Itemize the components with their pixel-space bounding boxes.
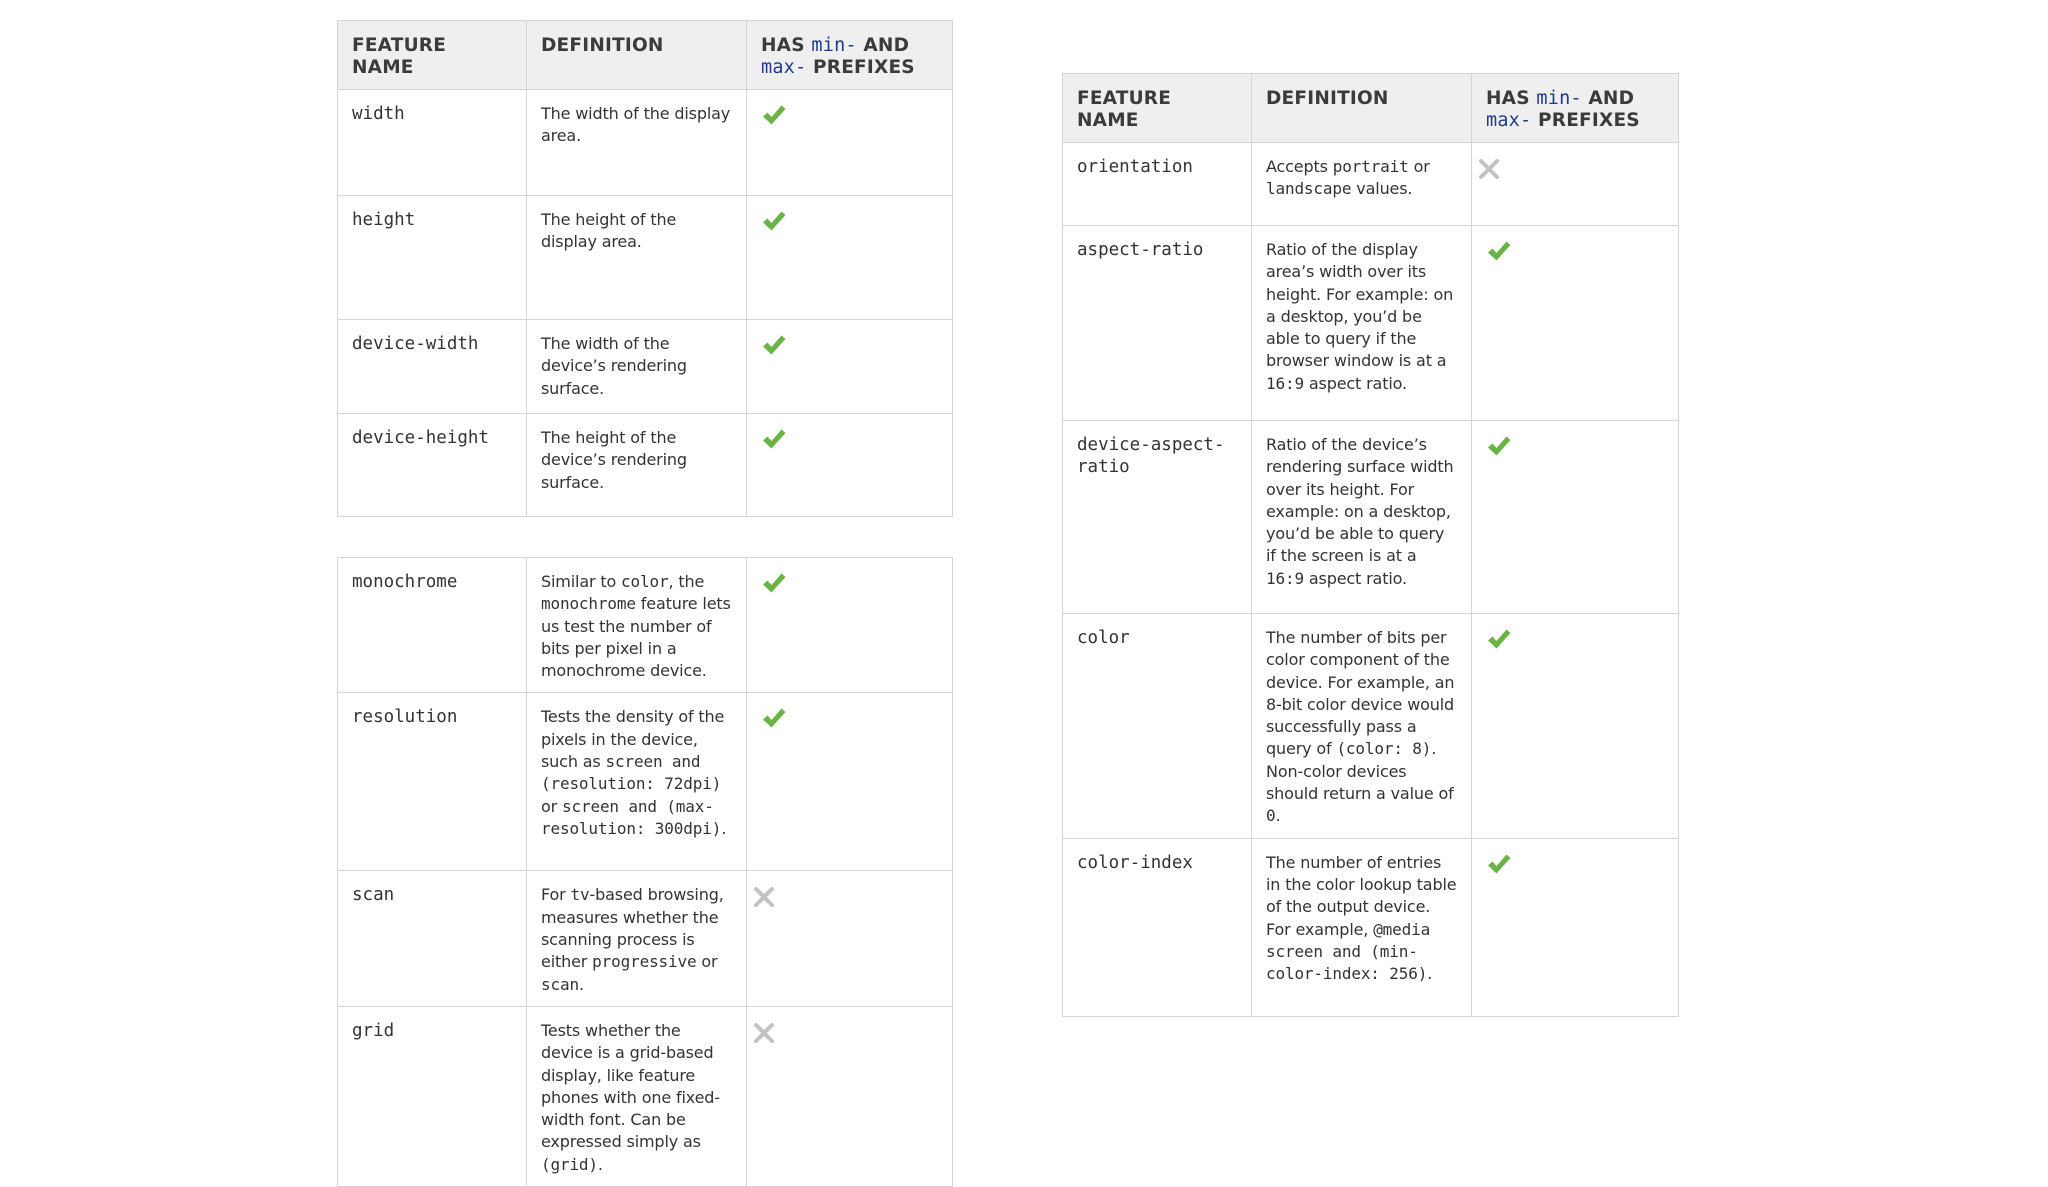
check-icon [1486, 627, 1512, 655]
table-header-row [338, 21, 953, 90]
feature-name-cell [1063, 614, 1252, 839]
feature-name-cell [1063, 226, 1252, 421]
check-icon [761, 427, 787, 455]
has-prefixes-cell [747, 871, 953, 1006]
feature-name-cell [338, 90, 527, 196]
definition-cell [527, 196, 747, 320]
definition-cell [527, 90, 747, 196]
check-icon [1486, 239, 1512, 267]
definition-text: . [1275, 806, 1281, 826]
definition-text: Tests the density of the pixels in the device, such as [541, 707, 725, 772]
cross-icon [761, 884, 775, 912]
inline-code: screen and (resolution: 72dpi) [541, 752, 722, 794]
definition-text: , the [668, 572, 705, 591]
check-icon [761, 103, 787, 131]
header-feature-name: FEATURE NAME [1063, 74, 1252, 143]
media-features-table-left-bottom [337, 557, 953, 1187]
definition-cell [1252, 421, 1472, 614]
feature-name-cell [338, 320, 527, 414]
has-prefixes-cell [1472, 838, 1679, 1016]
check-icon [761, 706, 787, 734]
feature-name: grid [352, 1020, 395, 1041]
table-row [1063, 614, 1679, 839]
feature-name-cell [338, 871, 527, 1006]
feature-name: color-index [1077, 852, 1193, 873]
header-feature-name: FEATURE NAME [338, 21, 527, 90]
definition-text: or [1408, 157, 1430, 176]
header-definition: DEFINITION [527, 21, 747, 90]
inline-code: progressive [592, 952, 697, 972]
feature-name: height [352, 210, 416, 230]
has-prefixes-cell [747, 320, 953, 414]
definition-cell [527, 871, 747, 1006]
has-prefixes-cell [747, 558, 953, 693]
definition-text: Tests whether the device is a grid-based display, like feature phones with one fixed-width font. Can be expressed simply as [541, 1020, 720, 1152]
definition-cell [1252, 143, 1472, 226]
inline-code: portrait [1332, 157, 1409, 176]
definition-text: aspect ratio. [1303, 568, 1407, 588]
cross-icon [1486, 156, 1500, 184]
has-prefixes-cell [747, 90, 953, 196]
feature-name: monochrome [352, 572, 458, 592]
table-row [338, 558, 953, 693]
definition-cell [1252, 838, 1472, 1016]
definition-cell [527, 1006, 747, 1186]
table-row [338, 871, 953, 1006]
definition-text: . [721, 818, 727, 838]
feature-name: scan [352, 885, 395, 906]
feature-name-cell [338, 196, 527, 320]
table-row [1063, 838, 1679, 1016]
check-icon [1486, 434, 1512, 462]
has-prefixes-cell [1472, 226, 1679, 421]
table-row [338, 1006, 953, 1186]
feature-name-cell [1063, 143, 1252, 226]
inline-code: @media screen and (min-color-index: 256) [1266, 919, 1431, 984]
header-has-min-max-prefixes: HAS min- AND max- PREFIXES [1472, 74, 1679, 143]
definition-cell [527, 414, 747, 517]
inline-code: (color: 8) [1336, 739, 1432, 759]
definition-text: . [578, 974, 584, 994]
table-header-row [1063, 74, 1679, 143]
feature-name: orientation [1077, 157, 1193, 177]
header-definition: DEFINITION [1252, 74, 1472, 143]
inline-code: scan [541, 974, 579, 994]
inline-code: monochrome [541, 594, 636, 614]
definition-text: . [1427, 964, 1433, 984]
table-row [338, 196, 953, 320]
definition-text: feature lets us test the number of bits per pixel in a monochrome device. [541, 594, 731, 681]
definition-text: The number of bits per color component of the device. For example, an 8-bit color device would successfully pass a query of [1266, 628, 1455, 759]
definition-text: Ratio of the device’s rendering surface width over its height. For example: on a desktop, you’d be able to query if the screen is at a [1266, 435, 1454, 566]
has-prefixes-cell [747, 693, 953, 871]
has-prefixes-cell [747, 1006, 953, 1186]
feature-name: aspect-ratio [1077, 240, 1204, 260]
has-prefixes-cell [1472, 421, 1679, 614]
definition-text: The width of the display area. [541, 104, 731, 146]
definition-text: . [597, 1154, 603, 1174]
definition-cell [527, 558, 747, 693]
check-icon [761, 333, 787, 361]
has-prefixes-cell [747, 196, 953, 320]
feature-name-cell [338, 558, 527, 693]
definition-text: . Non-color devices should return a value of [1266, 739, 1454, 804]
definition-text: The width of the device’s rendering surface. [541, 334, 687, 398]
definition-text: The height of the display area. [541, 210, 677, 252]
definition-text: For [541, 885, 571, 905]
table-row [338, 90, 953, 196]
inline-code: 16:9 [1266, 568, 1304, 588]
definition-text: Similar to [541, 572, 622, 591]
has-prefixes-cell [747, 414, 953, 517]
feature-name: device-width [352, 334, 479, 354]
has-prefixes-cell [1472, 614, 1679, 839]
definition-text: -based browsing, measures whether the scanning process is either [541, 885, 724, 972]
definition-text: The number of entries in the color lookup table of the output device. For example, [1266, 852, 1457, 939]
definition-text: or [696, 952, 718, 972]
feature-name-cell [1063, 421, 1252, 614]
definition-cell [527, 320, 747, 414]
definition-text: values. [1351, 179, 1413, 199]
definition-text: Accepts [1266, 157, 1333, 176]
definition-text: aspect ratio. [1303, 373, 1407, 393]
table-row [1063, 421, 1679, 614]
table-row [1063, 226, 1679, 421]
media-features-table-left-top [337, 20, 953, 517]
media-features-table-right [1062, 73, 1679, 1017]
inline-code: screen and (max-resolution: 300dpi) [541, 796, 722, 838]
feature-name-cell [1063, 838, 1252, 1016]
check-icon [761, 209, 787, 237]
feature-name: color [1077, 628, 1130, 648]
table-row [338, 320, 953, 414]
inline-code: landscape [1266, 179, 1352, 199]
table-row [338, 414, 953, 517]
feature-name: device-height [352, 428, 489, 448]
has-prefixes-cell [1472, 143, 1679, 226]
feature-name-cell [338, 1006, 527, 1186]
check-icon [1486, 852, 1512, 880]
feature-name: device-aspect-ratio [1077, 435, 1225, 477]
definition-text: The height of the device’s rendering surface. [541, 428, 687, 492]
definition-cell [1252, 226, 1472, 421]
feature-name: width [352, 104, 405, 124]
inline-code: tv [570, 885, 590, 905]
inline-code: (grid) [541, 1154, 598, 1174]
feature-name-cell [338, 414, 527, 517]
inline-code: 0 [1266, 806, 1276, 826]
cross-icon [761, 1020, 775, 1048]
definition-cell [527, 693, 747, 871]
feature-name-cell [338, 693, 527, 871]
check-icon [761, 571, 787, 599]
table-row [338, 693, 953, 871]
table-row [1063, 143, 1679, 226]
definition-cell [1252, 614, 1472, 839]
inline-code: 16:9 [1266, 373, 1304, 393]
header-has-min-max-prefixes: HAS min- AND max- PREFIXES [747, 21, 953, 90]
definition-text: Ratio of the display area’s width over its height. For example: on a desktop, you’d be able to query if the browser window is at a [1266, 240, 1454, 371]
definition-text: or [541, 796, 563, 816]
inline-code: color [621, 572, 669, 591]
feature-name: resolution [352, 707, 458, 728]
